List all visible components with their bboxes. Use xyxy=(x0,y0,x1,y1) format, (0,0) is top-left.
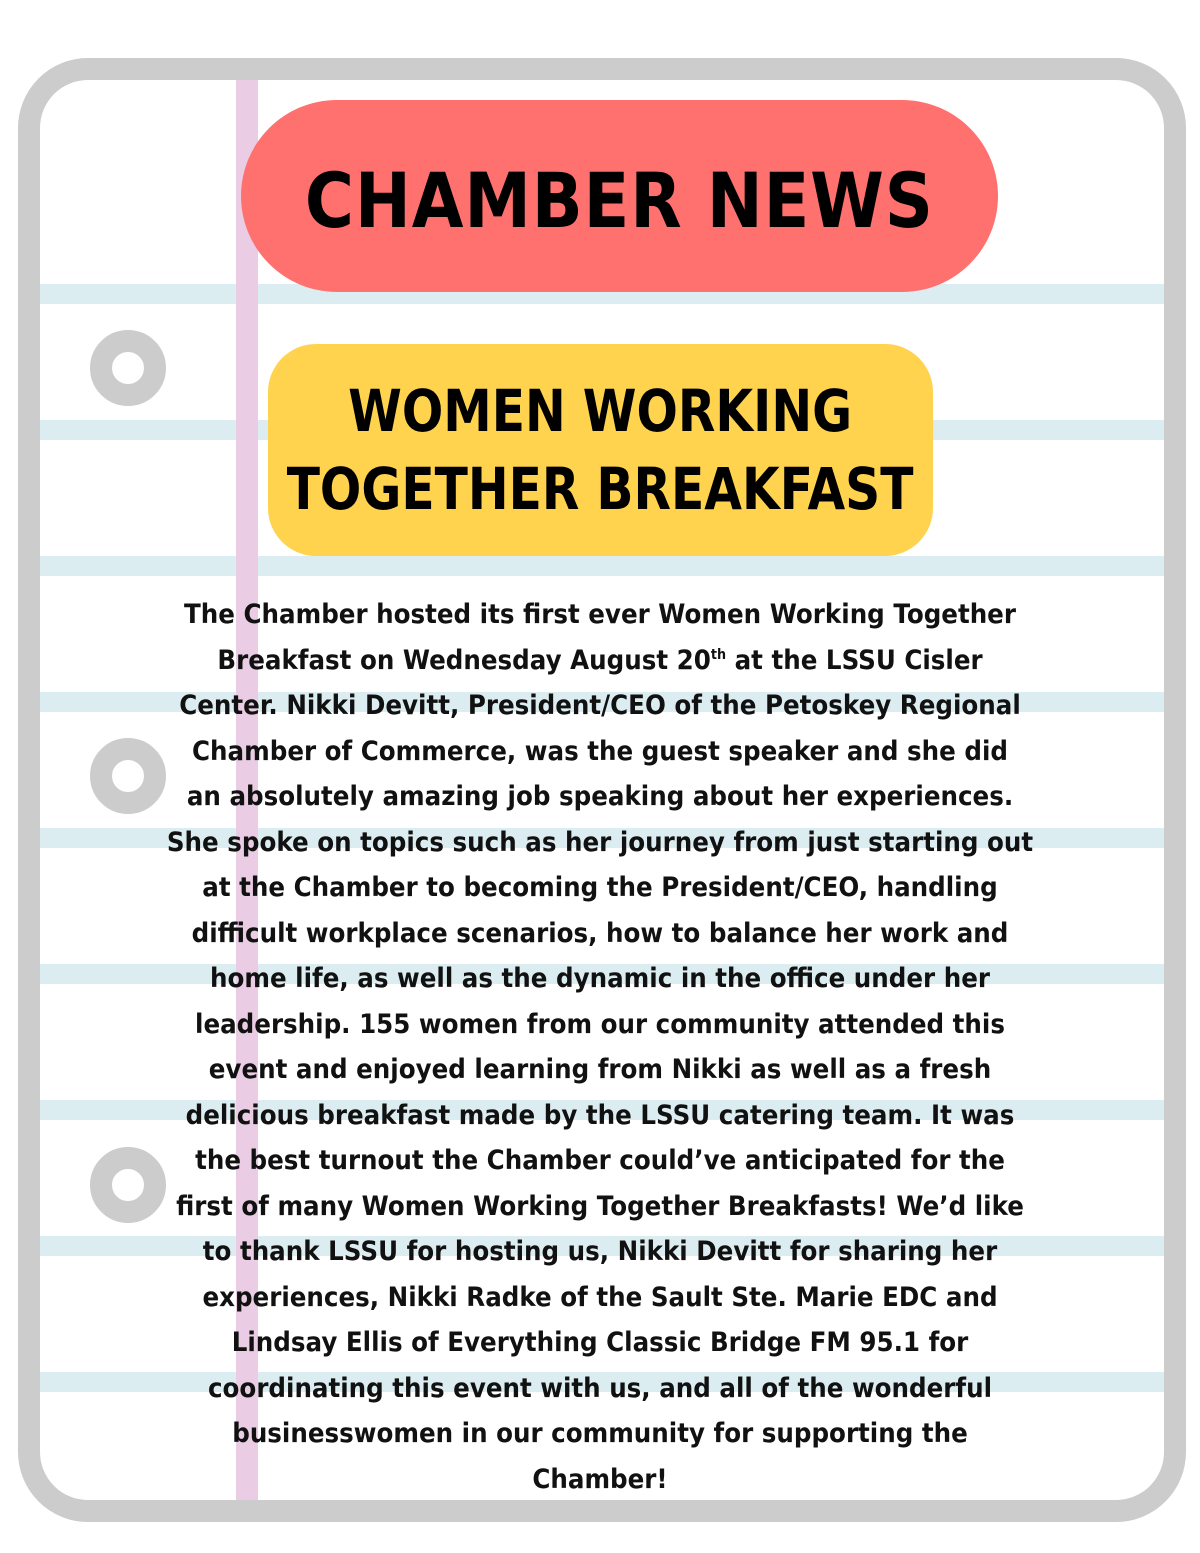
body-line: experiences, Nikki Radke of the Sault Ste. Marie EDC and xyxy=(202,1281,998,1313)
body-line: leadership. 155 women from our community attended this xyxy=(195,1008,1005,1040)
article-heading xyxy=(287,372,914,528)
body-text-segment: Breakfast on Wednesday August 20 xyxy=(217,644,711,676)
title-banner xyxy=(241,100,998,292)
body-line: delicious breakfast made by the LSSU catering team. It was xyxy=(185,1099,1015,1131)
body-line: at the Chamber to becoming the President/CEO, handling xyxy=(202,872,998,903)
body-line: difficult workplace scenarios, how to balance her work and xyxy=(191,917,1009,949)
body-line: an absolutely amazing job speaking about her experiences. xyxy=(186,781,1014,812)
article-heading-line: TOGETHER BREAKFAST xyxy=(287,455,914,523)
heading-banner xyxy=(268,344,933,556)
article-heading-line: WOMEN WORKING xyxy=(348,377,853,445)
body-line: to thank LSSU for hosting us, Nikki Devitt for sharing her xyxy=(202,1236,998,1267)
body-line: Lindsay Ellis of Everything Classic Bridge FM 95.1 for xyxy=(231,1327,969,1358)
body-line: coordinating this event with us, and all of the wonderful xyxy=(207,1372,993,1404)
page-title: CHAMBER NEWS xyxy=(305,155,934,245)
body-line: businesswomen in our community for supporting the xyxy=(232,1418,968,1449)
body-line: Center. Nikki Devitt, President/CEO of the Petoskey Regional xyxy=(179,690,1021,721)
body-line: first of many Women Working Together Breakfasts! We’d like xyxy=(176,1190,1024,1222)
ordinal-suffix: th xyxy=(710,646,727,663)
binder-hole-icon xyxy=(90,330,166,406)
body-line: the best turnout the Chamber could’ve anticipated for the xyxy=(195,1145,1005,1176)
body-line: Chamber! xyxy=(532,1463,668,1495)
body-line: home life, as well as the dynamic in the office under her xyxy=(209,963,990,994)
body-line: The Chamber hosted its first ever Women Working Together xyxy=(184,599,1016,630)
body-text-segment: at the LSSU Cisler xyxy=(726,644,983,676)
body-line: event and enjoyed learning from Nikki as well as a fresh xyxy=(208,1054,992,1085)
body-line: Chamber of Commerce, was the guest speaker and she did xyxy=(192,735,1008,767)
article-body xyxy=(100,592,1100,1502)
body-line: She spoke on topics such as her journey from just starting out xyxy=(166,826,1034,858)
rule-line xyxy=(40,556,1164,576)
body-line xyxy=(145,638,1055,684)
